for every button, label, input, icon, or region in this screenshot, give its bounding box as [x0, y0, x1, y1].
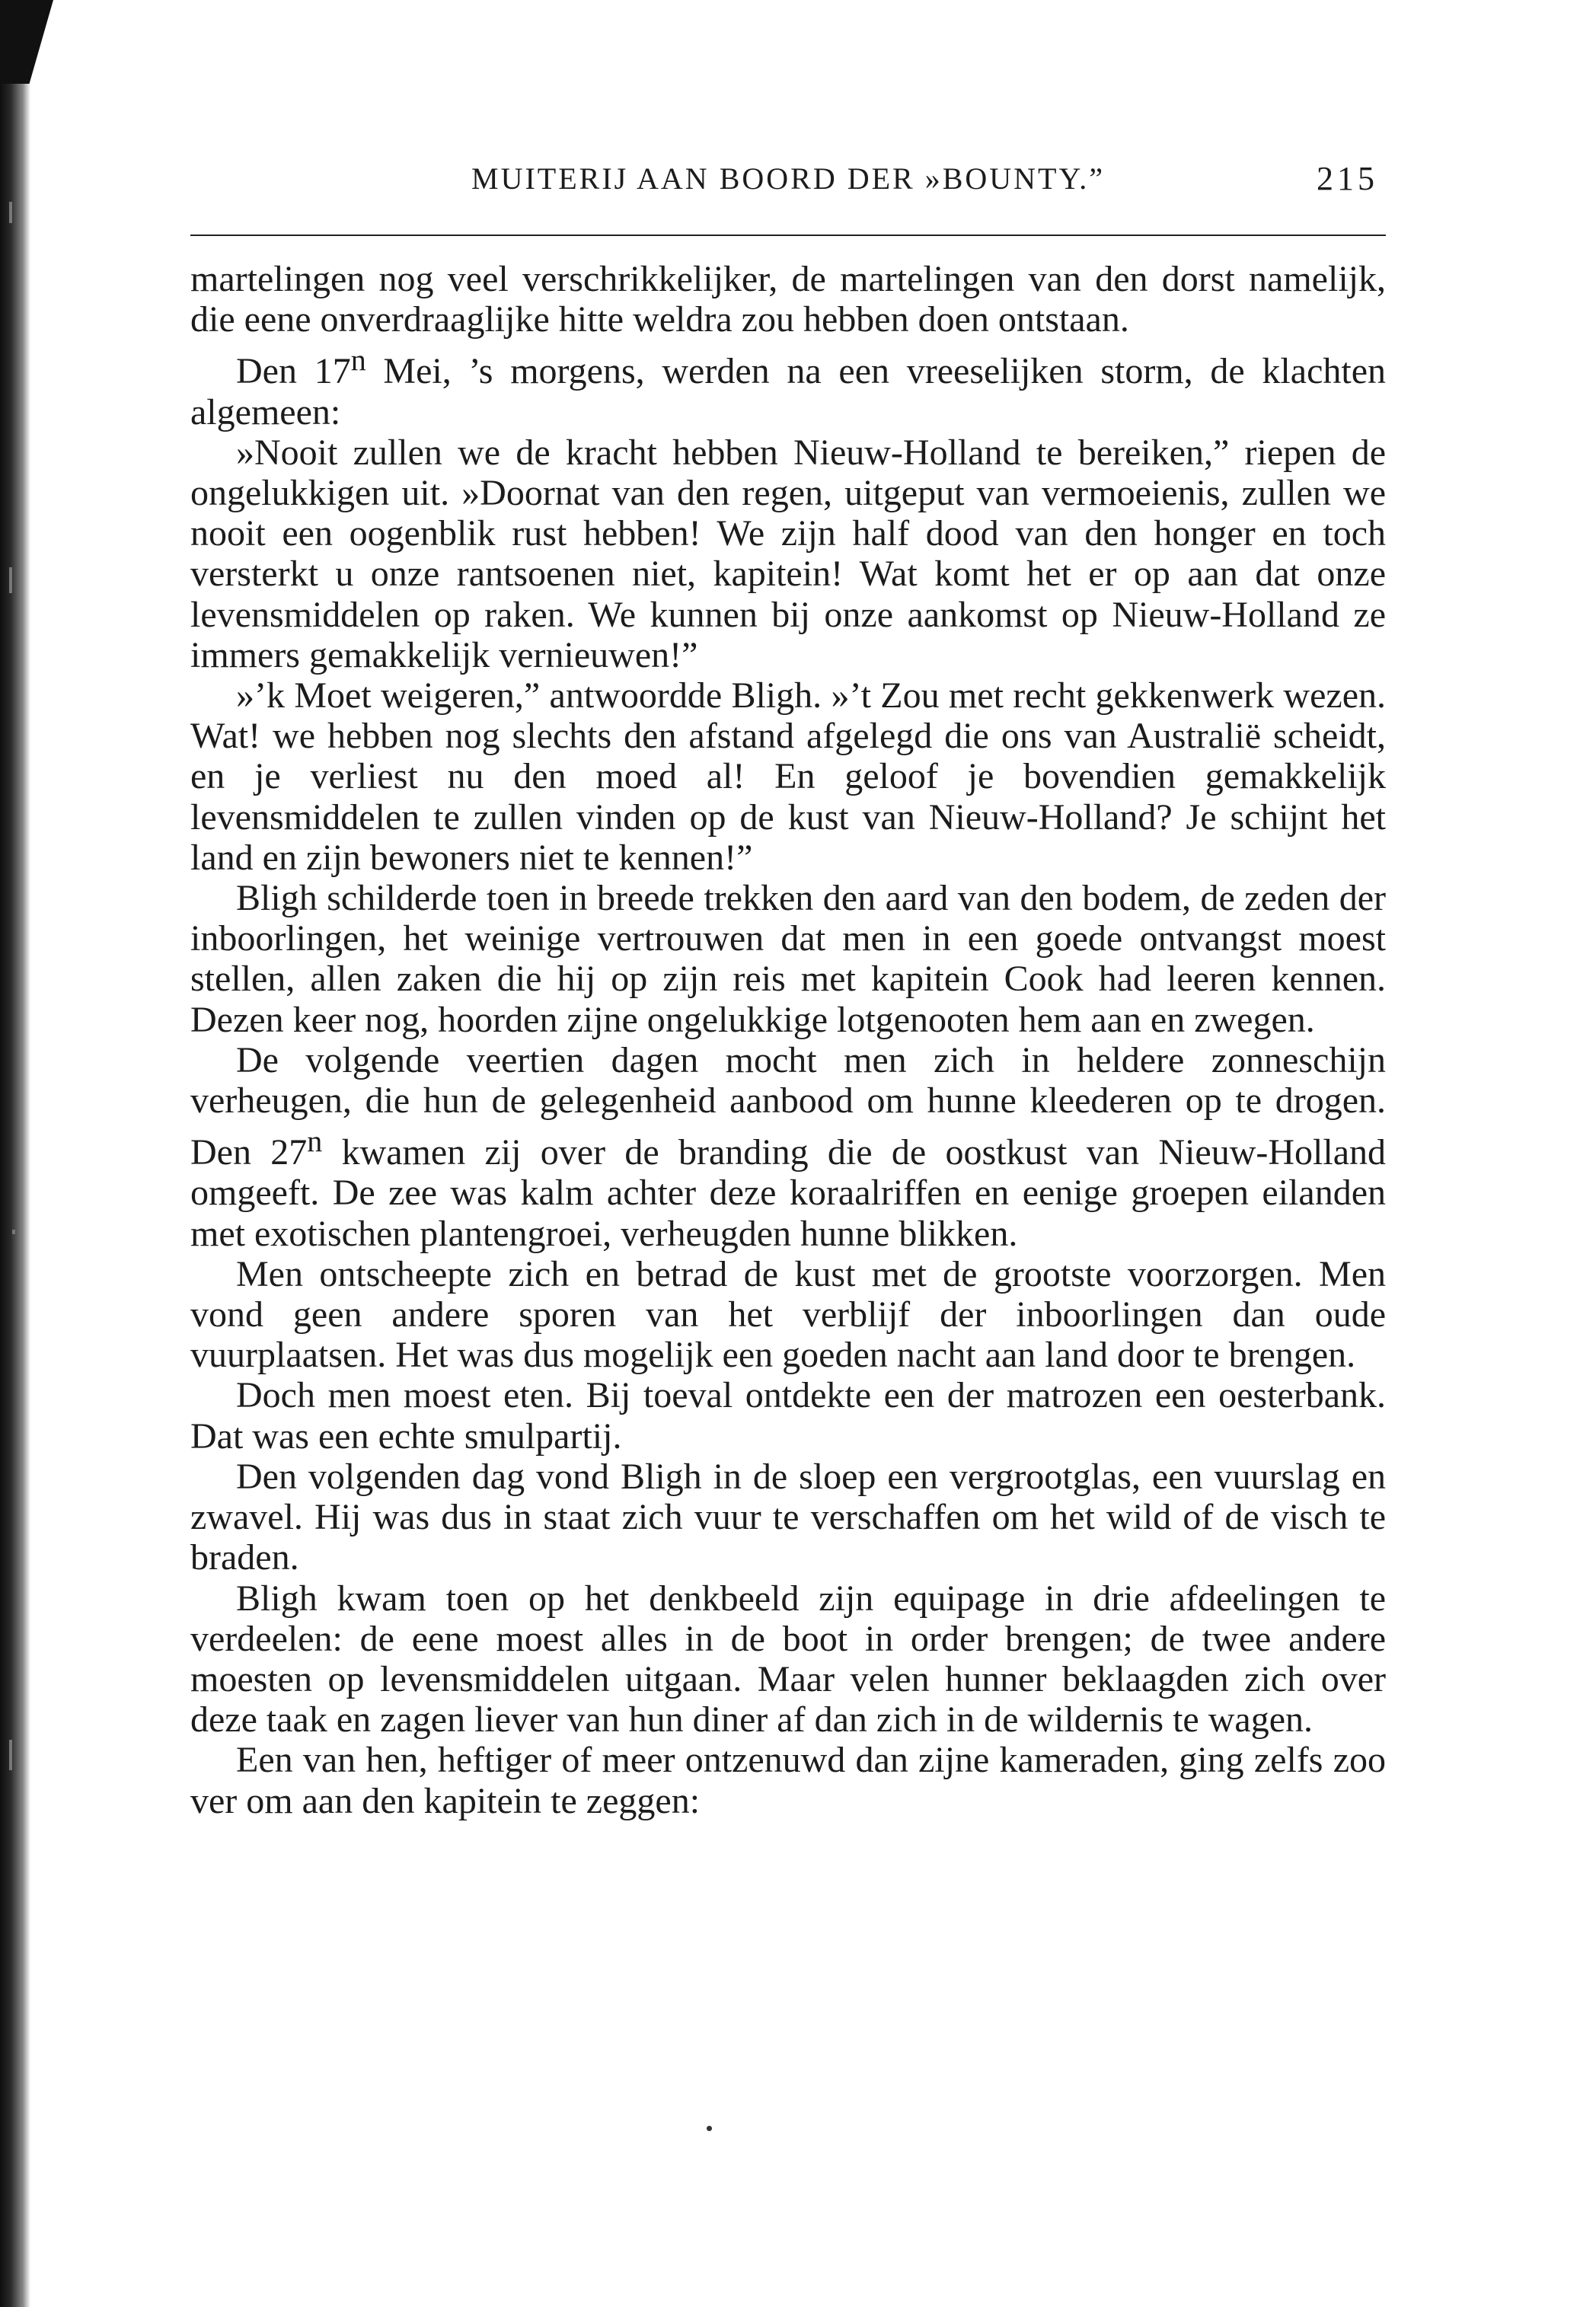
spine-speck [9, 1740, 12, 1770]
paragraph: martelingen nog veel verschrikkelijker, de martelingen van den dorst namelijk, die eene onverdraaglijke hitte weldra zou hebben doen ontstaan. [190, 259, 1386, 340]
paragraph: »Nooit zullen we de kracht hebben Nieuw-Holland te bereiken,” riepen de ongelukkigen uit. »Doornat van den regen, uitgeput van vermoeienis, zullen we nooit een oogenblik rust hebben! We zijn half dood van den honger en toch versterkt u onze rantsoenen niet, kapitein! Wat komt het er op aan dat onze levensmiddelen op raken. We kunnen bij onze aankomst op Nieuw-Holland ze immers gemakkelijk vernieuwen!” [190, 432, 1386, 675]
superscript: n [350, 343, 366, 378]
superscript: n [307, 1124, 323, 1159]
paragraph: Men ontscheepte zich en betrad de kust met de grootste voorzorgen. Men vond geen andere sporen van het verblijf der inboorlingen dan oude vuurplaatsen. Het was dus mogelijk een goeden nacht aan land door te brengen. [190, 1253, 1386, 1376]
header-rule [190, 235, 1386, 236]
paragraph: Bligh kwam toen op het denkbeeld zijn equipage in drie afdeelingen te verdeelen: de eene moest alles in de boot in order brengen; de twee andere moesten op levensmiddelen uitgaan. Maar velen hunner beklaagden zich over deze taak en zagen liever van hun diner af dan zich in de wildernis te wagen. [190, 1578, 1386, 1741]
page-corner-shadow [0, 0, 53, 84]
body-text [190, 259, 1386, 1821]
ink-dot [707, 2126, 712, 2131]
page-spine-shadow [0, 0, 30, 2307]
spine-speck [12, 1230, 15, 1234]
page-header [190, 156, 1386, 202]
running-title: MUITERIJ AAN BOORD DER »BOUNTY.” [471, 161, 1105, 196]
paragraph: Bligh schilderde toen in breede trekken den aard van den bodem, de zeden der inboorlingen, het weinige vertrouwen dat men in een goede ontvangst moest stellen, allen zaken die hij op zijn reis met kapitein Cook had leeren kennen. Dezen keer nog, hoorden zijne ongelukkige lotgenooten hem aan en zwegen. [190, 878, 1386, 1040]
paragraph: De volgende veertien dagen mocht men zich in heldere zonneschijn verheugen, die hun de gelegenheid aanbood om hunne kleederen op te drogen. Den 27$^n$ kwamen zij over de branding die de oostkust van Nieuw-Holland omgeeft. De zee was kalm achter deze koraalriffen en eenige groepen eilanden met exotischen plantengroei, verheugden hunne blikken. [190, 1039, 1387, 1254]
page-number: 215 [1317, 160, 1378, 197]
spine-speck [9, 567, 12, 593]
paragraph: Een van hen, heftiger of meer ontzenuwd dan zijne kameraden, ging zelfs zoo ver om aan den kapitein te zeggen: [190, 1740, 1386, 1821]
paragraph: »’k Moet weigeren,” antwoordde Bligh. »’t Zou met recht gekkenwerk wezen. Wat! we hebben nog slechts den afstand afgelegd die ons van Australië scheidt, en je verliest nu den moed al! En geloof je bovendien gemakkelijk levensmiddelen te zullen vinden op de kust van Nieuw-Holland? Je schijnt het land en zijn bewoners niet te kennen!” [190, 675, 1386, 878]
paragraph: Doch men moest eten. Bij toeval ontdekte een der matrozen een oesterbank. Dat was een echte smulpartij. [190, 1375, 1386, 1457]
paragraph: Den volgenden dag vond Bligh in de sloep een vergrootglas, een vuurslag en zwavel. Hij was dus in staat zich vuur te verschaffen om het wild of de visch te braden. [190, 1456, 1386, 1578]
paragraph: Den 17$^n$ Mei, ’s morgens, werden na een vreeselijken storm, de klachten algemeen: [190, 343, 1387, 432]
spine-speck [9, 202, 12, 223]
